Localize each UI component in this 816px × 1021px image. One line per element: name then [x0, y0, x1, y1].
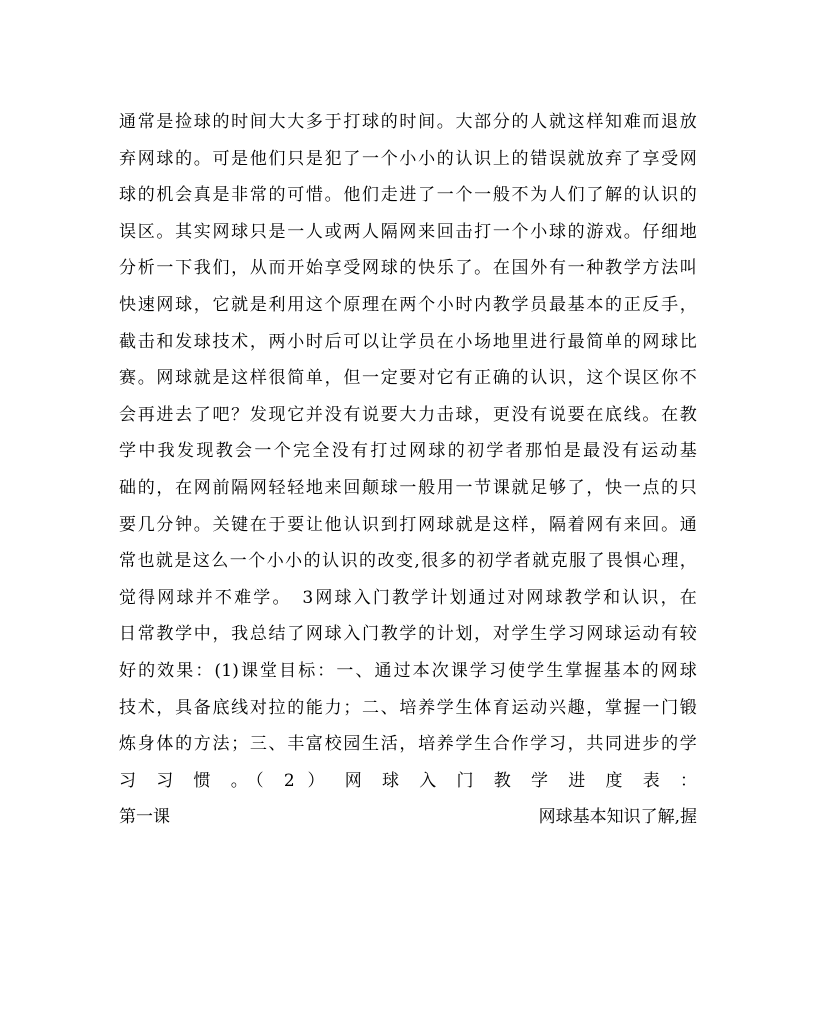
- text-line-3: 球的机会真是非常的可惜。他们走进了一个一般不为人们了解的认识的: [119, 185, 697, 206]
- text-line-2: 弃网球的。可是他们只是犯了一个小小的认识上的错误就放弃了享受网: [119, 148, 697, 169]
- text-line-19: 习 习 惯 。（ 2 ） 网 球 入 门 教 学 进 度 表 ：: [119, 770, 697, 791]
- text-line-18: 炼身体的方法；三、丰富校园生活，培养学生合作学习，共同进步的学: [119, 734, 697, 755]
- text-line-12: 要几分钟。关键在于要让他认识到打网球就是这样，隔着网有来回。通: [119, 514, 697, 535]
- schedule-lesson-label: 第一课: [119, 807, 170, 828]
- text-line-14: 觉得网球并不难学。 3网球入门教学计划通过对网球教学和认识，在: [119, 587, 697, 608]
- text-line-8: 赛。网球就是这样很简单，但一定要对它有正确的认识，这个误区你不: [119, 368, 697, 389]
- schedule-row: [119, 799, 697, 836]
- text-line-17: 技术，具备底线对拉的能力；二、培养学生体育运动兴趣，掌握一门锻: [119, 697, 697, 718]
- text-line-4: 误区。其实网球只是一人或两人隔网来回击打一个小球的游戏。仔细地: [119, 221, 697, 242]
- text-line-11: 础的，在网前隔网轻轻地来回颠球一般用一节课就足够了，快一点的只: [119, 477, 697, 498]
- text-line-9: 会再进去了吧？发现它并没有说要大力击球，更没有说要在底线。在教: [119, 404, 697, 425]
- text-line-10: 学中我发现教会一个完全没有打过网球的初学者那怕是最没有运动基: [119, 441, 697, 462]
- text-line-6: 快速网球，它就是利用这个原理在两个小时内教学员最基本的正反手，: [119, 294, 697, 315]
- text-line-1: 通常是捡球的时间大大多于打球的时间。大部分的人就这样知难而退放: [119, 112, 697, 132]
- text-line-15: 日常教学中，我总结了网球入门教学的计划，对学生学习网球运动有较: [119, 624, 697, 645]
- text-line-7: 截击和发球技术，两小时后可以让学员在小场地里进行最简单的网球比: [119, 331, 697, 352]
- text-line-5: 分析一下我们，从而开始享受网球的快乐了。在国外有一种教学方法叫: [119, 258, 697, 279]
- schedule-lesson-content: 网球基本知识了解,握: [538, 807, 697, 828]
- text-line-16: 好的效果：(1)课堂目标：一、通过本次课学习使学生掌握基本的网球: [119, 660, 697, 681]
- text-line-13: 常也就是这么一个小小的认识的改变,很多的初学者就克服了畏惧心理，: [119, 551, 697, 572]
- body-text: [119, 104, 697, 836]
